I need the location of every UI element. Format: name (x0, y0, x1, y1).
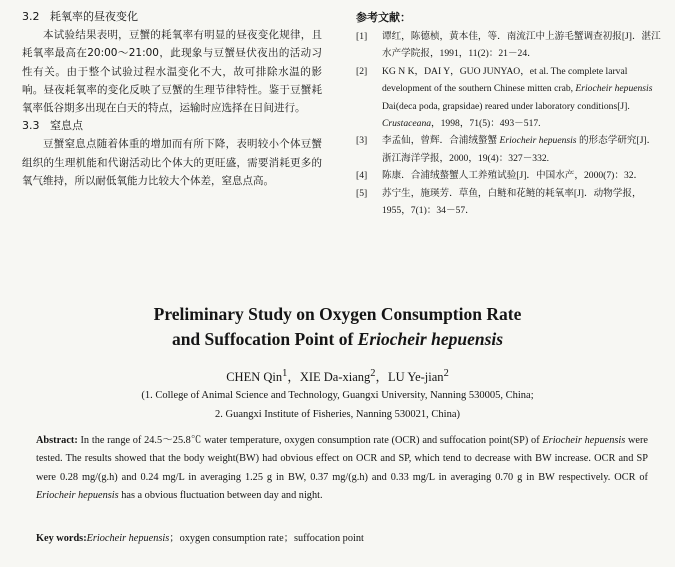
keywords: Key words:Eriocheir hepuensis；oxygen consumption rate；suffocation point (36, 533, 364, 544)
paragraph-3-2: 本试验结果表明，豆蟹的耗氧率有明显的昼夜变化规律，且耗氧率最高在20:00～21:00，此现象与豆蟹昼伏夜出的活动习性有关。由于整个试验过程水温变化不大，故可排除水温的影响。昼夜耗氧率的变化反映了豆蟹的生理节律特性。鉴于豆蟹耗氧率低谷期多出现在白天的特点，运输时应选择在日间进行。 (22, 29, 322, 115)
left-column (22, 8, 322, 190)
author-list: CHEN Qin$^1$，XIE Da-xiang$^2$，LU Ye-jian$^2$ (226, 367, 449, 384)
reference-item: [2] KG N K，DAI Y，GUO JUNYAO，et al. The complete larval development of the southern Chinese mitten crab, Eriocheir hepuensis Dai(deca poda, grapsidae) reared under laboratory conditions[J]. Crustaceana，1998，71(5)：493－517. (356, 65, 653, 130)
affiliation-2: 2. Guangxi Institute of Fisheries, Nanning 530021, China) (215, 409, 460, 420)
keywords-label: Key words: (36, 533, 87, 544)
paper-title-line-1: Preliminary Study on Oxygen Consumption Rate (153, 304, 522, 324)
references-title: 参考文献： (356, 11, 411, 24)
paper-title-line-2: and Suffocation Point of Eriocheir hepuensis (171, 329, 504, 349)
reference-item: [3] 李孟仙，曾辉．合浦绒螯蟹 Eriocheir hepuensis 的形态学研究[J]．浙江海洋学报，2000，19(4)：327－332. (356, 135, 657, 164)
reference-item: [5] 苏宁生，施瑛芳．草鱼，白鲢和花鲢的耗氧率[J]．动物学报，1955，7(1)：34－57． (356, 187, 642, 217)
section-heading-3-2: 3.2 耗氧率的昼夜变化 (22, 10, 138, 23)
reference-item: [1] 谭红，陈德桢，黄本佳，等．南流江中上游毛蟹调查初报[J]．湛江水产学院报，1991，11(2)：21－24． (356, 31, 661, 60)
reference-item: [4] 陈康．合浦绒螯蟹人工养殖试验[J]．中国水产，2000(7)：32． (356, 170, 644, 182)
references-column (356, 8, 661, 219)
abstract: Abstract: In the range of 24.5～25.8℃ water temperature, oxygen consumption rate (OCR) and suffocation point(SP) of Eriocheir hepuensis were tested. The results showed that the body weight(BW) had obvious effect on OCR and SP, which tend to decrease with BW increase. OCR and SP were 0.28 mg/(g.h) and 0.24 mg/L in averaging 1.25 g in BW, 0.37 mg/(g.h) and 0.33 mg/L in averaging 0.70 g in BW respectively. OCR of Eriocheir hepuensis has a obvious fluctuation between day and night. (36, 435, 648, 501)
affiliation-1: (1. College of Animal Science and Technology, Guangxi University, Nanning 530005, China; (141, 390, 534, 401)
section-heading-3-3: 3.3 窒息点 (22, 119, 83, 133)
abstract-label: Abstract: (36, 435, 78, 446)
paragraph-3-3: 豆蟹窒息点随着体重的增加而有所下降，表明较小个体豆蟹组织的生理机能和代谢活动比个体大的更旺盛，需要消耗更多的氧气维持，所以耐低氧能力比较大个体差，窒息点高。 (22, 138, 322, 188)
